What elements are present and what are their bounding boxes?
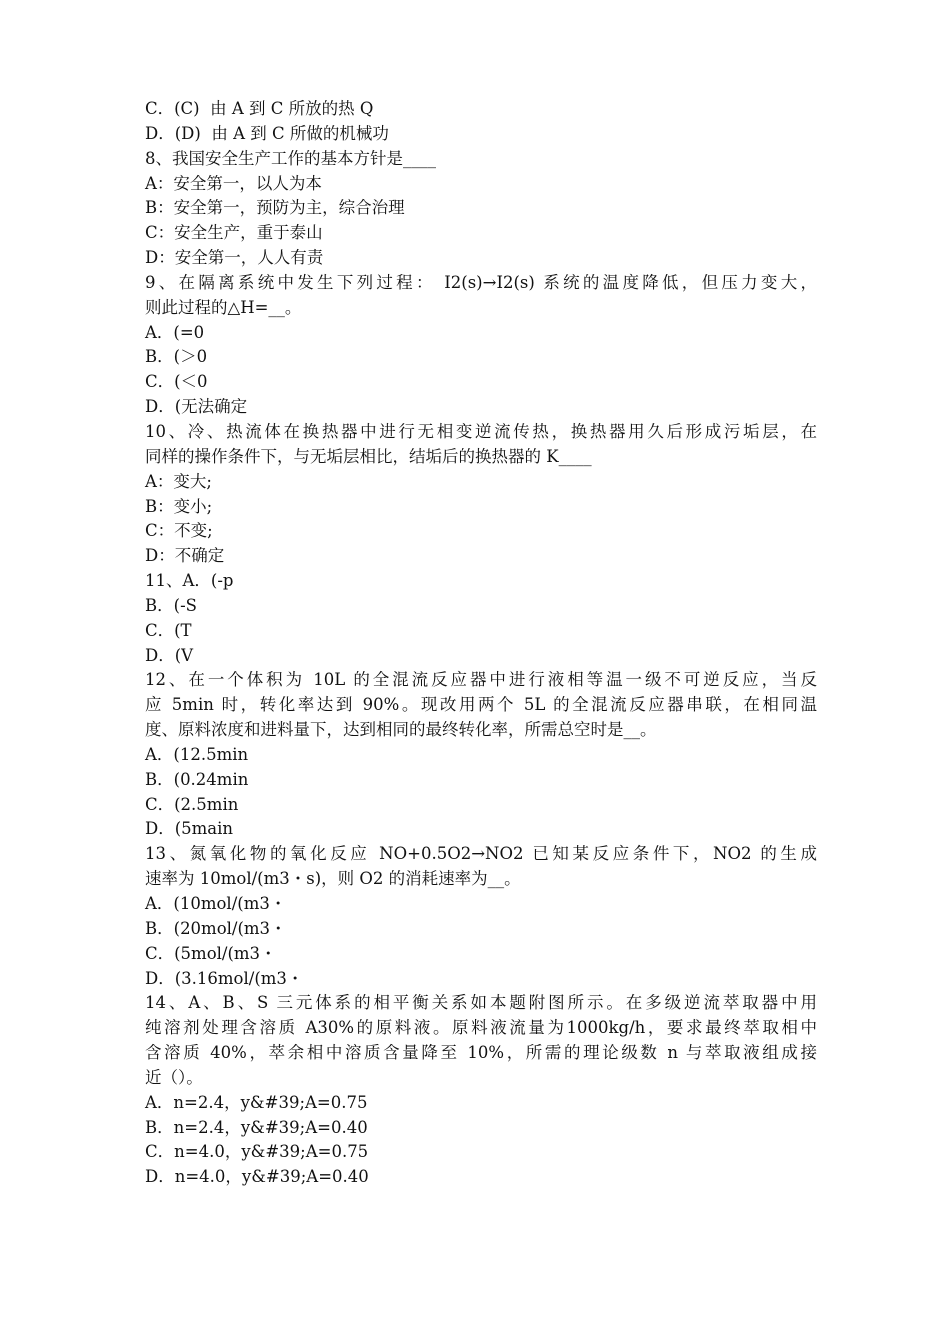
- option-c: C．n=4.0，y&#39;A=0.75: [145, 1142, 369, 1162]
- option-b: B．n=2.4，y&#39;A=0.40: [145, 1117, 368, 1137]
- question-10: 10、冷、热流体在换热器中进行无相变逆流传热，换热器用久后形成污垢层，在: [145, 421, 817, 441]
- option-a: A：安全第一，以人为本: [145, 173, 322, 193]
- option-a: A：变大;: [145, 471, 212, 491]
- option-c: C．(5mol/(m3・: [145, 943, 277, 963]
- option-a: A．(10mol/(m3・: [145, 894, 287, 913]
- question-10-cont: 同样的操作条件下，与无垢层相比，结垢后的换热器的 K____: [145, 446, 592, 466]
- option-d: D．(无法确定: [145, 397, 248, 417]
- question-14-cont: 近（）。: [145, 1067, 203, 1087]
- question-8: 8、我国安全生产工作的基本方针是____: [145, 148, 436, 168]
- option-b: B．(20mol/(m3・: [145, 918, 287, 938]
- option-d: D：安全第一，人人有责: [145, 248, 324, 268]
- question-14-cont: 含溶质 40%，萃余相中溶质含量降至 10%，所需的理论级数 n 与萃取液组成接: [145, 1043, 817, 1063]
- option-c: C：安全生产，重于泰山: [145, 223, 323, 243]
- question-13: 13、氮氧化物的氧化反应 NO+0.5O2→NO2 已知某反应条件下，NO2 的生成: [145, 844, 817, 864]
- option-b: B．(0.24min: [145, 769, 249, 789]
- option-c: C．(＜0: [145, 372, 208, 392]
- option-d: D：不确定: [145, 546, 225, 566]
- option-d: D．(3.16mol/(m3・: [145, 968, 304, 988]
- question-14: 14、A、B、S 三元体系的相平衡关系如本题附图所示。在多级逆流萃取器中用: [145, 993, 817, 1013]
- option-d: D．n=4.0，y&#39;A=0.40: [145, 1167, 369, 1187]
- option-a: A．(12.5min: [145, 744, 249, 764]
- option-a: A．n=2.4，y&#39;A=0.75: [145, 1092, 368, 1112]
- option-c: C．(2.5min: [145, 794, 239, 814]
- question-13-cont: 速率为 10mol/(m3・s)，则 O2 的消耗速率为__。: [145, 869, 521, 889]
- option-c: C．(T: [145, 620, 192, 640]
- document-page: [145, 97, 817, 1190]
- option-b: B：变小;: [145, 496, 213, 516]
- option-a: A．(=0: [145, 322, 205, 342]
- question-12-cont: 应 5min 时，转化率达到 90%。现改用两个 5L 的全混流反应器串联，在相同温: [145, 695, 817, 715]
- option-d: D．(5main: [145, 819, 234, 839]
- option-c: C：不变;: [145, 521, 213, 541]
- question-9-cont: 则此过程的△H=__。: [145, 297, 302, 317]
- question-11: 11、A．(-p: [145, 571, 234, 591]
- option-b: B．(＞0: [145, 347, 208, 367]
- question-12: 12、在一个体积为 10L 的全混流反应器中进行液相等温一级不可逆反应，当反: [145, 670, 817, 690]
- question-9: 9、在隔离系统中发生下列过程： I2(s)→I2(s) 系统的温度降低，但压力变大，: [145, 272, 817, 292]
- text-line: D．(D) 由 A 到 C 所做的机械功: [145, 123, 389, 143]
- option-b: B．(-S: [145, 595, 197, 615]
- text-line: C．(C) 由 A 到 C 所放的热 Q: [145, 99, 374, 118]
- question-14-cont: 纯溶剂处理含溶质 A30%的原料液。原料液流量为1000kg/h，要求最终萃取相中: [145, 1018, 817, 1038]
- option-b: B：安全第一，预防为主，综合治理: [145, 198, 405, 218]
- question-12-cont: 度、原料浓度和进料量下，达到相同的最终转化率，所需总空时是__。: [145, 720, 657, 740]
- option-d: D．(V: [145, 645, 194, 665]
